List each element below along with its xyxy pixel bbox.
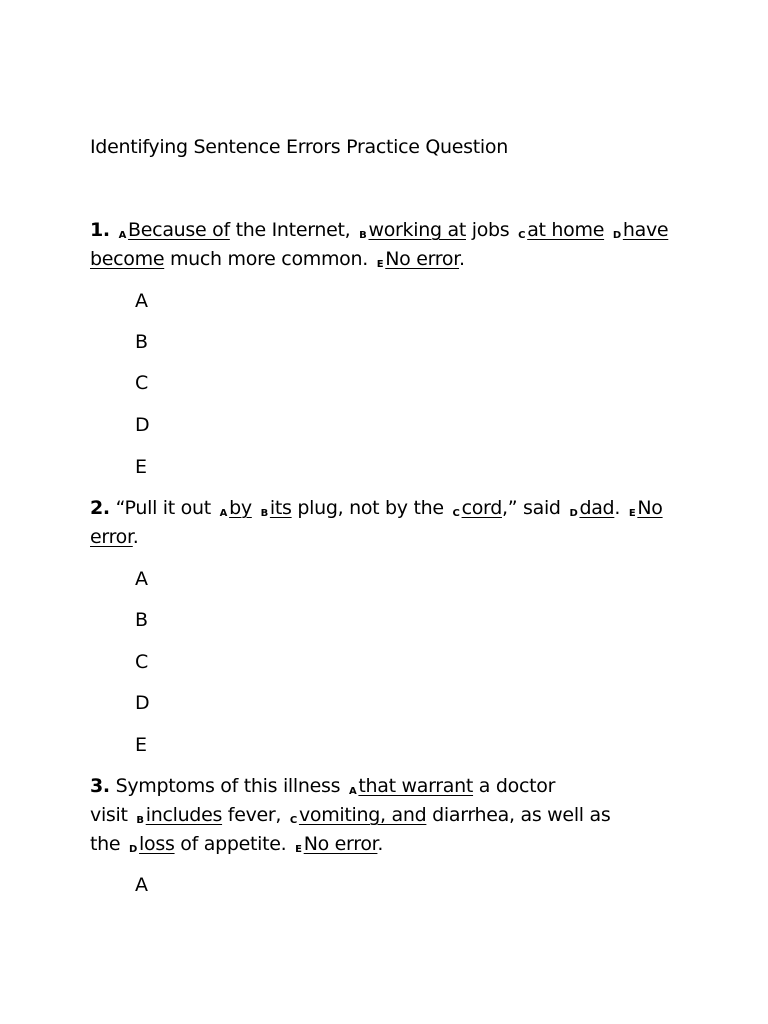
answer-option-e[interactable]: E bbox=[135, 456, 148, 478]
answer-option-b[interactable]: B bbox=[135, 331, 149, 353]
answer-option-c[interactable]: C bbox=[135, 651, 149, 673]
sentence-text: visit bbox=[90, 804, 134, 826]
choice-marker-c: C bbox=[452, 508, 460, 519]
question-3-line-3 bbox=[90, 830, 383, 864]
choice-marker-a: A bbox=[118, 230, 127, 241]
sentence-text: diarrhea, as well as bbox=[426, 804, 611, 826]
answer-option-c[interactable]: C bbox=[135, 372, 149, 394]
document-title: Identifying Sentence Errors Practice Question bbox=[90, 136, 508, 158]
underlined-choice-d-cont: become bbox=[90, 248, 165, 270]
sentence-text: plug, not by the bbox=[291, 497, 450, 519]
underlined-choice-e: No error bbox=[303, 833, 378, 855]
question-2-line-1 bbox=[90, 494, 663, 528]
choice-marker-d: D bbox=[612, 230, 621, 241]
underlined-choice-d: dad bbox=[579, 497, 615, 519]
sentence-text: Symptoms of this illness bbox=[109, 775, 346, 797]
choice-marker-a: A bbox=[348, 786, 357, 797]
sentence-text: . bbox=[132, 526, 139, 548]
underlined-choice-a: that warrant bbox=[358, 775, 474, 797]
underlined-choice-d: loss bbox=[139, 833, 175, 855]
sentence-text: the Internet, bbox=[229, 219, 357, 241]
sentence-text: fever, bbox=[222, 804, 287, 826]
sentence-text: . bbox=[614, 497, 626, 519]
choice-marker-b: B bbox=[260, 508, 268, 519]
choice-marker-b: B bbox=[359, 230, 367, 241]
choice-marker-b: B bbox=[136, 815, 144, 826]
underlined-choice-e: No error bbox=[385, 248, 459, 270]
underlined-choice-b: working at bbox=[368, 219, 466, 241]
choice-marker-c: C bbox=[289, 815, 297, 826]
question-number: 1. bbox=[90, 219, 110, 241]
sentence-text: a doctor bbox=[473, 775, 556, 797]
underlined-choice-c: vomiting, and bbox=[298, 804, 427, 826]
choice-marker-e: E bbox=[376, 259, 384, 270]
underlined-choice-c: at home bbox=[527, 219, 605, 241]
question-1-line-2 bbox=[90, 245, 465, 279]
answer-option-d[interactable]: D bbox=[135, 692, 150, 714]
sentence-text bbox=[604, 219, 610, 241]
sentence-text bbox=[252, 497, 258, 519]
choice-marker-d: D bbox=[129, 844, 138, 855]
question-number: 3. bbox=[90, 775, 110, 797]
sentence-text: . bbox=[459, 248, 465, 270]
underlined-choice-e: No bbox=[637, 497, 663, 519]
choice-marker-d: D bbox=[569, 508, 578, 519]
underlined-choice-c: cord bbox=[461, 497, 502, 519]
underlined-choice-e-cont: error bbox=[90, 526, 133, 548]
underlined-choice-a: by bbox=[229, 497, 252, 519]
answer-option-d[interactable]: D bbox=[135, 414, 150, 436]
sentence-text: much more common. bbox=[164, 248, 374, 270]
choice-marker-c: C bbox=[518, 230, 526, 241]
answer-option-a[interactable]: A bbox=[135, 874, 148, 896]
sentence-text: “Pull it out bbox=[109, 497, 217, 519]
underlined-choice-d: have bbox=[622, 219, 669, 241]
sentence-text: ,” said bbox=[501, 497, 567, 519]
sentence-text: jobs bbox=[465, 219, 516, 241]
sentence-text: the bbox=[90, 833, 127, 855]
choice-marker-e: E bbox=[628, 508, 636, 519]
answer-option-a[interactable]: A bbox=[135, 290, 148, 312]
answer-option-e[interactable]: E bbox=[135, 734, 148, 756]
question-number: 2. bbox=[90, 497, 110, 519]
sentence-text: . bbox=[377, 833, 384, 855]
answer-option-b[interactable]: B bbox=[135, 609, 149, 631]
underlined-choice-b: includes bbox=[145, 804, 223, 826]
choice-marker-e: E bbox=[295, 844, 302, 855]
sentence-text: of appetite. bbox=[174, 833, 293, 855]
question-2-line-2 bbox=[90, 523, 139, 551]
choice-marker-a: A bbox=[219, 508, 228, 519]
underlined-choice-a: Because of bbox=[128, 219, 230, 241]
answer-option-a[interactable]: A bbox=[135, 568, 148, 590]
underlined-choice-b: its bbox=[269, 497, 292, 519]
